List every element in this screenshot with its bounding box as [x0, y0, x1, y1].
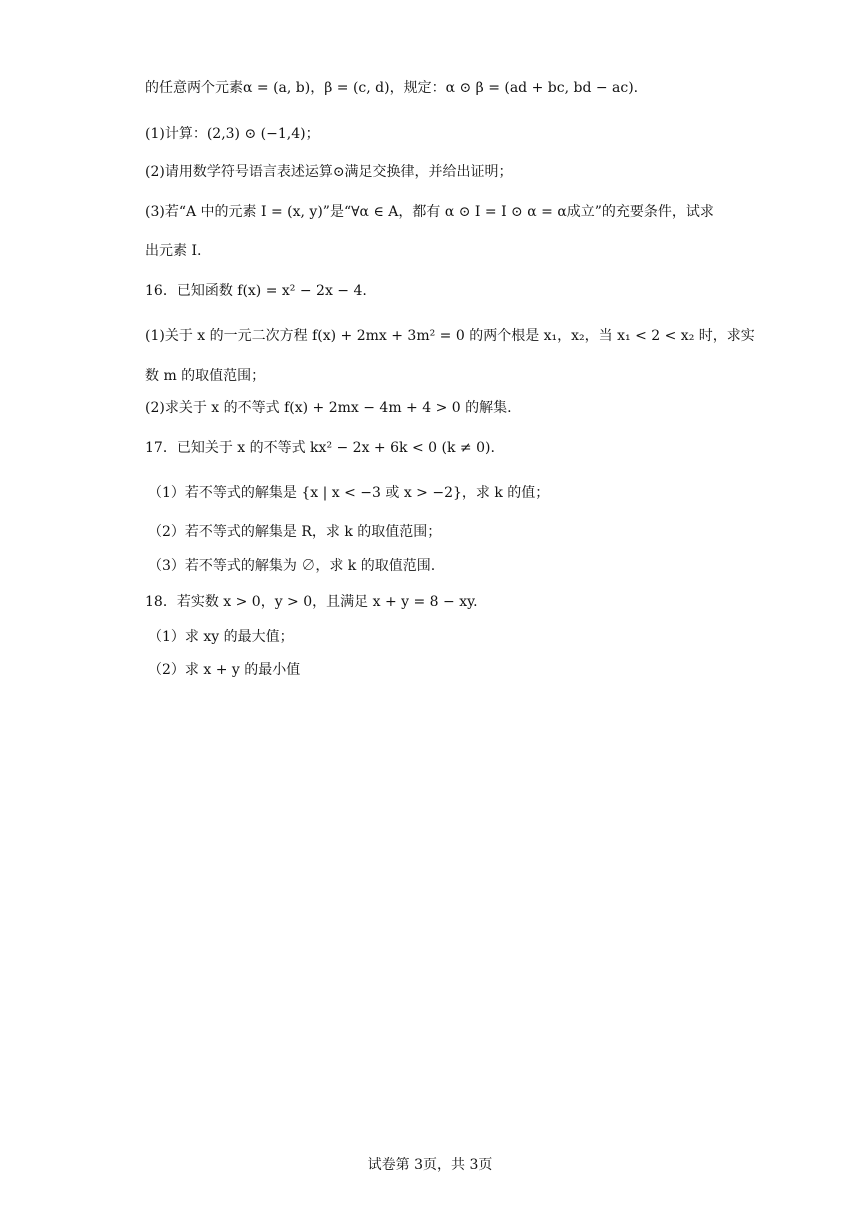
- problem-16-part-1-continued: 数 m 的取值范围；: [145, 368, 266, 384]
- problem-18-part-2: （2）求 x + y 的最小值: [148, 662, 301, 678]
- problem-15-part-3: (3)若“A 中的元素 I = (x, y)”是“∀α ∈ A，都有 α ⊙ I = I ⊙ α = α成立”的充要条件，试求: [145, 204, 714, 220]
- problem-16-part-2: (2)求关于 x 的不等式 f(x) + 2mx − 4m + 4 > 0 的解集.: [145, 400, 512, 416]
- page-footer: 试卷第 3页，共 3页: [367, 1157, 493, 1173]
- problem-16-part-1: (1)关于 x 的一元二次方程 f(x) + 2mx + 3m² = 0 的两个根是 x₁，x₂，当 x₁ < 2 < x₂ 时，求实: [145, 328, 755, 344]
- problem-17-part-1: （1）若不等式的解集是 {x | x < −3 或 x > −2}，求 k 的值；: [148, 485, 550, 501]
- problem-15-part-3-continued: 出元素 I.: [145, 243, 202, 259]
- problem-15-definition-line: 的任意两个元素α = (a, b)，β = (c, d)，规定：α ⊙ β = (ad + bc, bd − ac).: [145, 80, 639, 96]
- problem-18-part-1: （1）求 xy 的最大值；: [148, 629, 294, 645]
- problem-16-statement: 16．已知函数 f(x) = x² − 2x − 4.: [145, 283, 367, 299]
- problem-18-statement: 18．若实数 x > 0，y > 0，且满足 x + y = 8 − xy.: [145, 594, 478, 610]
- problem-17-statement: 17．已知关于 x 的不等式 kx² − 2x + 6k < 0 (k ≠ 0).: [145, 440, 495, 456]
- problem-17-part-2: （2）若不等式的解集是 R，求 k 的取值范围；: [148, 524, 442, 540]
- problem-15-part-1: (1)计算：(2,3) ⊙ (−1,4)；: [145, 126, 320, 142]
- problem-17-part-3: （3）若不等式的解集为 ∅，求 k 的取值范围.: [148, 558, 436, 574]
- problem-15-part-2: (2)请用数学符号语言表述运算⊙满足交换律，并给出证明；: [145, 164, 513, 180]
